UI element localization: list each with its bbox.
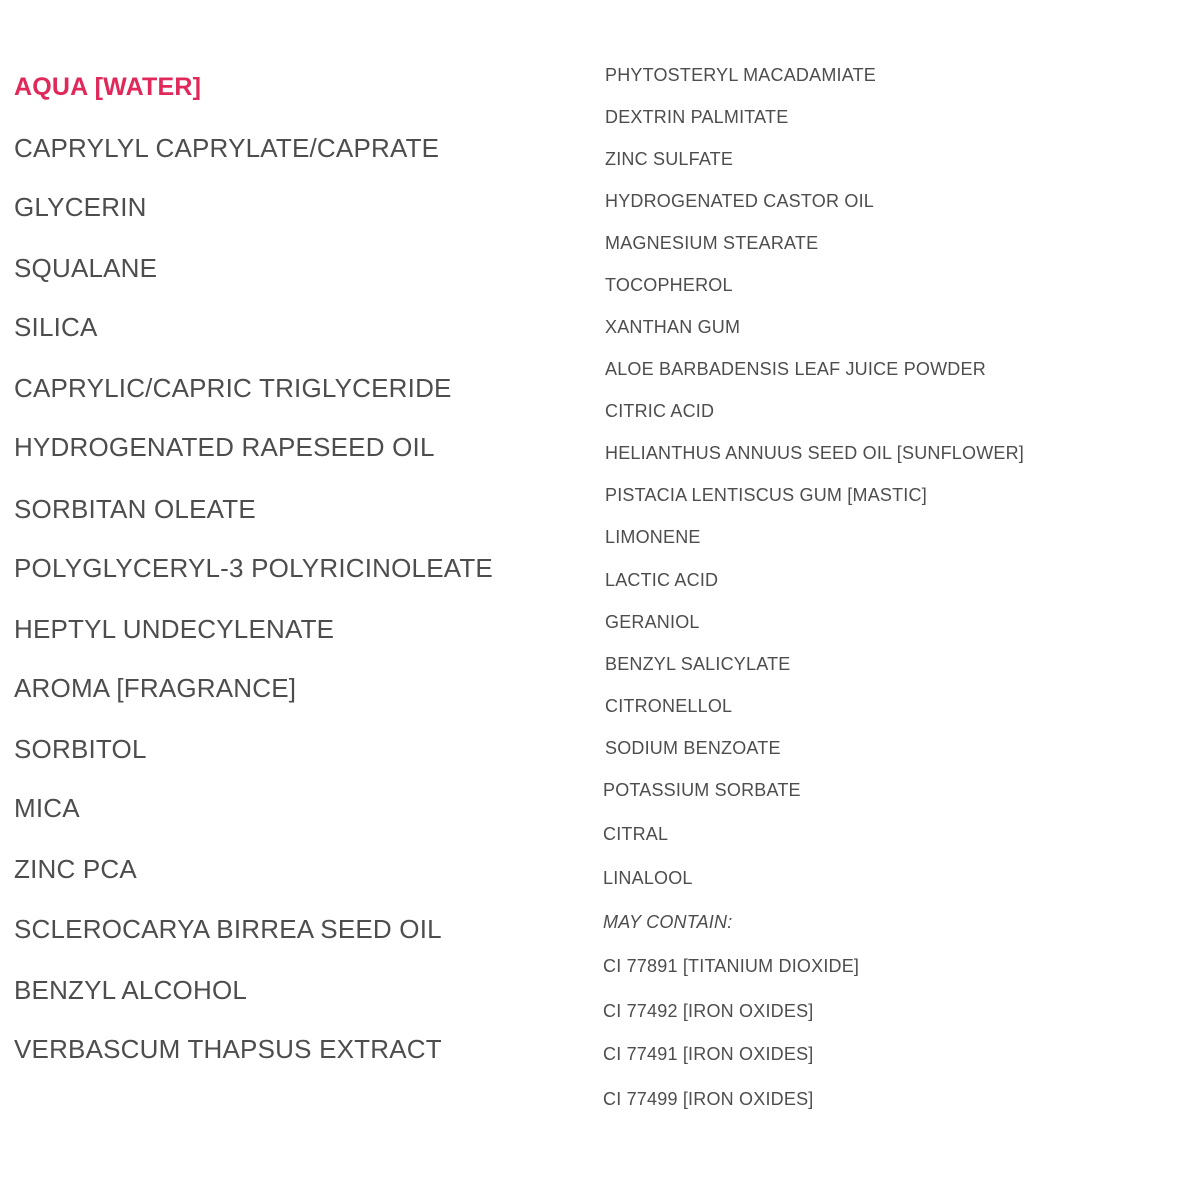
ingredient-item: POLYGLYCERYL-3 POLYRICINOLEATE [14, 553, 493, 583]
ingredient-item: LINALOOL [603, 868, 693, 888]
ingredient-item: HYDROGENATED CASTOR OIL [605, 191, 874, 211]
ingredient-item: SODIUM BENZOATE [605, 738, 781, 758]
may-contain-label: MAY CONTAIN: [603, 912, 733, 932]
ingredient-item: SORBITAN OLEATE [14, 494, 256, 524]
ingredient-item: MICA [14, 793, 80, 823]
ingredient-item: CI 77491 [IRON OXIDES] [603, 1044, 814, 1064]
ingredient-item: GERANIOL [605, 612, 700, 632]
ingredient-item: DEXTRIN PALMITATE [605, 107, 789, 127]
ingredient-item: SQUALANE [14, 253, 158, 283]
ingredient-item: LACTIC ACID [605, 570, 719, 590]
ingredient-item: ZINC SULFATE [605, 149, 734, 169]
ingredient-item: HYDROGENATED RAPESEED OIL [14, 432, 435, 462]
ingredient-item: CI 77492 [IRON OXIDES] [603, 1001, 814, 1021]
ingredient-item: CI 77891 [TITANIUM DIOXIDE] [603, 956, 860, 976]
ingredient-item: CAPRYLYL CAPRYLATE/CAPRATE [14, 133, 440, 163]
ingredient-item: SILICA [14, 312, 98, 342]
ingredient-item: HEPTYL UNDECYLENATE [14, 614, 335, 644]
ingredient-item: CITRIC ACID [605, 401, 715, 421]
ingredient-item: LIMONENE [605, 527, 701, 547]
ingredient-item: BENZYL SALICYLATE [605, 654, 791, 674]
ingredient-item: PHYTOSTERYL MACADAMIATE [605, 65, 876, 85]
ingredient-item: POTASSIUM SORBATE [603, 780, 801, 800]
ingredient-item: ZINC PCA [14, 854, 137, 884]
ingredient-item: SCLEROCARYA BIRREA SEED OIL [14, 914, 442, 944]
ingredient-item: VERBASCUM THAPSUS EXTRACT [14, 1034, 442, 1064]
ingredient-item: CI 77499 [IRON OXIDES] [603, 1089, 814, 1109]
ingredient-item: GLYCERIN [14, 192, 147, 222]
ingredient-item: CITRONELLOL [605, 696, 733, 716]
ingredient-item: CAPRYLIC/CAPRIC TRIGLYCERIDE [14, 373, 452, 403]
ingredient-item: PISTACIA LENTISCUS GUM [MASTIC] [605, 485, 927, 505]
ingredient-item: SORBITOL [14, 734, 147, 764]
ingredient-item: ALOE BARBADENSIS LEAF JUICE POWDER [605, 359, 986, 379]
ingredient-item: AROMA [FRAGRANCE] [14, 673, 297, 703]
ingredient-item: HELIANTHUS ANNUUS SEED OIL [SUNFLOWER] [605, 443, 1025, 463]
ingredient-item: TOCOPHEROL [605, 275, 733, 295]
ingredient-item: CITRAL [603, 824, 669, 844]
ingredient-item: XANTHAN GUM [605, 317, 741, 337]
ingredient-aqua: AQUA [WATER] [14, 73, 202, 101]
ingredient-item: MAGNESIUM STEARATE [605, 233, 819, 253]
ingredient-item: BENZYL ALCOHOL [14, 975, 248, 1005]
